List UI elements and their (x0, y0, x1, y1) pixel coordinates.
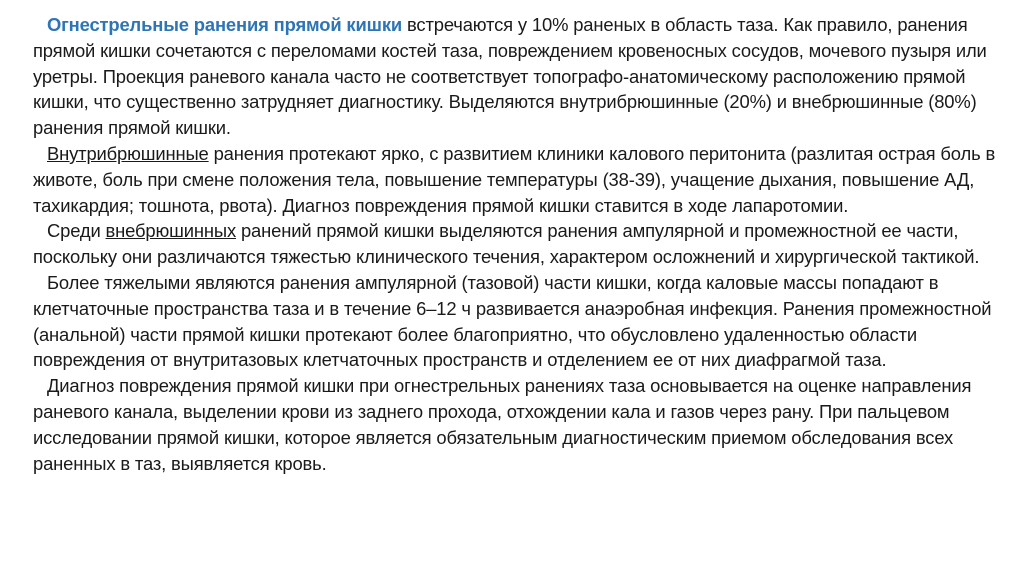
underlined-term: Внутрибрюшинные (47, 142, 209, 164)
paragraph-text: встречаются у 10% раненых в область таза. Как правило, ранения прямой кишки сочетаются с переломами костей таза, повреждением кровеносных сосудов, мочевого пузыря или уретры. Проекция раневого канала часто не соответствует топографо-анатомическому расположению прямой кишки, что существенно затрудняет диагностику. Выделяются внутрибрюшинные (20%) и внебрюшинные (80%) ранения прямой кишки. (33, 14, 987, 139)
underlined-term: внебрюшинных (105, 220, 237, 242)
paragraph-gunshot-intro (33, 12, 998, 141)
paragraph-text: ранения протекают ярко, с развитием клиники калового перитонита (разлитая острая боль в животе, боль при смене положения тела, повышение температуры (38-39), учащение дыхания, повышение АД, тахикардия; тошнота, рвота). Диагноз повреждения прямой кишки ставится в ходе лапаротомии. (33, 142, 996, 216)
paragraph-text: Среди (47, 220, 106, 242)
paragraph-text: ранений прямой кишки выделяются ранения ампулярной и промежностной ее части, поскольку они различаются тяжестью клинического течения, характером осложнений и хирургической тактикой. (33, 220, 980, 268)
paragraph-diagnosis (33, 373, 998, 476)
paragraph-severity (33, 270, 998, 373)
paragraph-text: Диагноз повреждения прямой кишки при огнестрельных ранениях таза основывается на оценке направления раневого канала, выделении крови из заднего прохода, отхождении кала и газов через рану. При пальцевом исследовании прямой кишки, которое является обязательным диагностическим приемом обследования всех раненных в таз, выявляется кровь. (33, 375, 972, 474)
paragraph-text: Более тяжелыми являются ранения ампулярной (тазовой) части кишки, когда каловые массы попадают в клетчаточные пространства таза и в течение 6–12 ч развивается анаэробная инфекция. Ранения промежностной (анальной) части прямой кишки протекают более благоприятно, что обусловлено удаленностью области повреждения от внутритазовых клетчаточных пространств и отделением ее от них диафрагмой таза. (33, 271, 992, 371)
slide-text-body (33, 12, 998, 476)
paragraph-extraperitoneal (33, 218, 998, 270)
heading-highlight: Огнестрельные ранения прямой кишки (47, 14, 403, 35)
paragraph-intraperitoneal (33, 141, 998, 218)
